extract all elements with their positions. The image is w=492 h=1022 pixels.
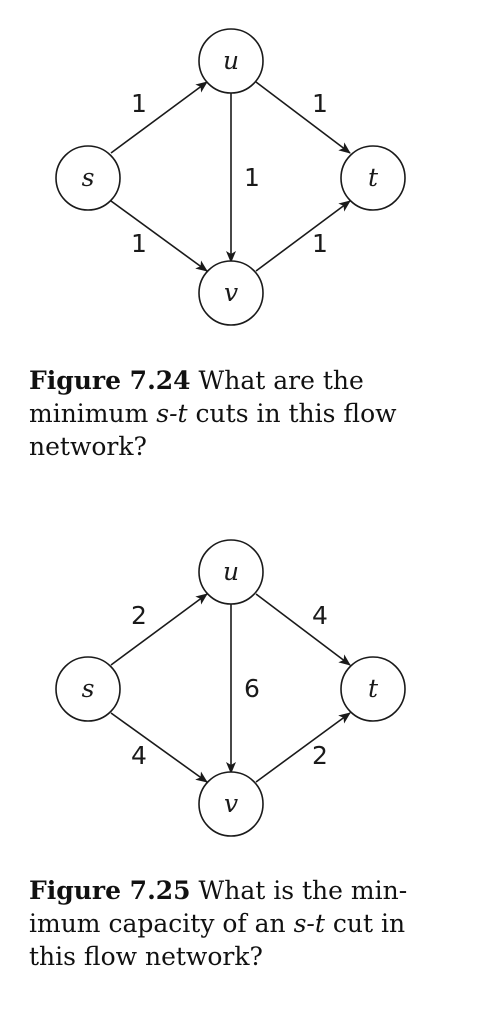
edge-v-t — [256, 713, 350, 782]
edge-u-t — [256, 594, 350, 665]
capacity-label-v-t: 1 — [312, 229, 328, 258]
caption-variable: s-t — [293, 909, 325, 938]
caption-text: What are the minimum — [29, 366, 364, 428]
figure-caption-7-24 — [29, 364, 439, 463]
edge-s-v — [111, 713, 207, 782]
capacity-label-u-t: 4 — [312, 601, 328, 630]
flow-network-diagram-7-24 — [0, 0, 492, 340]
caption-text: What is the minimum capacity of an — [29, 876, 408, 938]
edge-v-t — [256, 201, 350, 271]
node-label-v: v — [223, 789, 239, 818]
node-label-s: s — [81, 674, 95, 703]
edge-s-u — [111, 594, 207, 665]
capacity-label-s-u: 1 — [131, 89, 147, 118]
edge-s-u — [111, 82, 207, 153]
edge-s-v — [111, 201, 207, 271]
flow-network-diagram-7-25 — [0, 512, 492, 842]
caption-text: cuts in this flow network? — [29, 399, 397, 461]
node-label-u: u — [222, 557, 240, 586]
node-label-u: u — [222, 46, 240, 75]
node-t — [341, 657, 405, 721]
capacity-label-s-u: 2 — [131, 601, 147, 630]
node-label-v: v — [223, 278, 239, 307]
node-s — [56, 657, 120, 721]
capacity-label-s-v: 1 — [131, 229, 147, 258]
figure-label: Figure 7.25 — [29, 876, 191, 905]
capacity-label-u-v: 1 — [244, 163, 260, 192]
capacity-label-s-v: 4 — [131, 741, 147, 770]
capacity-label-u-t: 1 — [312, 89, 328, 118]
node-v — [199, 772, 263, 836]
node-v — [199, 261, 263, 325]
node-u — [199, 540, 263, 604]
node-s — [56, 146, 120, 210]
capacity-label-u-v: 6 — [244, 674, 260, 703]
figure-label: Figure 7.24 — [29, 366, 191, 395]
capacity-label-v-t: 2 — [312, 741, 328, 770]
node-label-s: s — [81, 163, 95, 192]
node-label-t: t — [367, 674, 379, 703]
edge-u-t — [256, 82, 350, 153]
node-label-t: t — [367, 163, 379, 192]
caption-text: cut in this flow network? — [29, 909, 406, 971]
node-t — [341, 146, 405, 210]
node-u — [199, 29, 263, 93]
figure-caption-7-25 — [29, 874, 439, 973]
caption-variable: s-t — [156, 399, 188, 428]
